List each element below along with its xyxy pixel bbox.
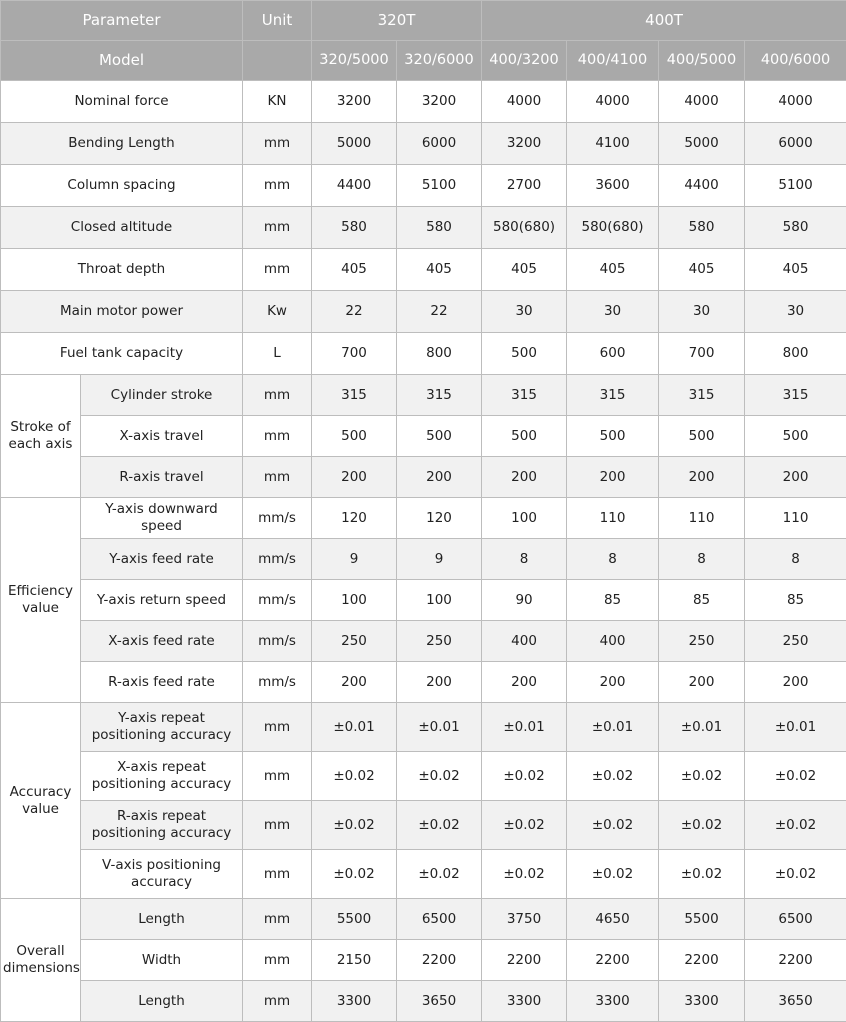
value-cell: 500 (659, 416, 745, 457)
value-cell: 405 (567, 249, 659, 291)
row-label: X-axis repeat positioning accuracy (81, 752, 243, 801)
value-cell: ±0.02 (659, 801, 745, 850)
value-cell: 400 (482, 621, 567, 662)
value-cell: 5500 (312, 899, 397, 940)
value-cell: 30 (745, 291, 846, 333)
row-label: R-axis repeat positioning accuracy (81, 801, 243, 850)
value-cell: 3750 (482, 899, 567, 940)
value-cell: 22 (397, 291, 482, 333)
value-cell: 4000 (482, 81, 567, 123)
value-cell: 5100 (397, 165, 482, 207)
value-cell: 315 (745, 375, 846, 416)
value-cell: ±0.01 (745, 703, 846, 752)
model-400-5000: 400/5000 (659, 41, 745, 81)
row-unit: mm (243, 801, 312, 850)
table-row (1, 662, 846, 703)
value-cell: 3650 (745, 981, 846, 1022)
value-cell: 250 (745, 621, 846, 662)
row-label: Cylinder stroke (81, 375, 243, 416)
value-cell: 2200 (659, 940, 745, 981)
model-400-3200: 400/3200 (482, 41, 567, 81)
row-unit: mm (243, 123, 312, 165)
value-cell: ±0.02 (745, 801, 846, 850)
table-row (1, 981, 846, 1022)
row-label: Throat depth (1, 249, 243, 291)
value-cell: 100 (312, 580, 397, 621)
row-unit: mm (243, 375, 312, 416)
value-cell: ±0.02 (659, 752, 745, 801)
value-cell: ±0.02 (567, 752, 659, 801)
value-cell: 315 (312, 375, 397, 416)
table-row (1, 850, 846, 899)
value-cell: 200 (745, 662, 846, 703)
value-cell: 580 (312, 207, 397, 249)
value-cell: 2200 (397, 940, 482, 981)
value-cell: 200 (659, 662, 745, 703)
value-cell: 4000 (745, 81, 846, 123)
table-row (1, 899, 846, 940)
table-row (1, 81, 846, 123)
row-label: Y-axis return speed (81, 580, 243, 621)
row-label: R-axis feed rate (81, 662, 243, 703)
value-cell: 9 (397, 539, 482, 580)
value-cell: 800 (745, 333, 846, 375)
value-cell: ±0.01 (659, 703, 745, 752)
row-unit: mm/s (243, 539, 312, 580)
value-cell: 3200 (312, 81, 397, 123)
row-unit: mm (243, 899, 312, 940)
row-label: Fuel tank capacity (1, 333, 243, 375)
row-unit: mm/s (243, 580, 312, 621)
value-cell: 580(680) (482, 207, 567, 249)
value-cell: 30 (482, 291, 567, 333)
row-unit: mm (243, 752, 312, 801)
value-cell: 4100 (567, 123, 659, 165)
value-cell: 6000 (397, 123, 482, 165)
header-row-1 (1, 1, 846, 41)
table-row (1, 801, 846, 850)
model-400-6000: 400/6000 (745, 41, 846, 81)
value-cell: 580 (659, 207, 745, 249)
value-cell: 200 (745, 457, 846, 498)
value-cell: 3200 (397, 81, 482, 123)
value-cell: 400 (567, 621, 659, 662)
value-cell: 8 (745, 539, 846, 580)
table-row (1, 375, 846, 416)
value-cell: 6500 (745, 899, 846, 940)
row-unit: mm (243, 165, 312, 207)
row-unit: mm (243, 981, 312, 1022)
row-unit: mm/s (243, 662, 312, 703)
value-cell: 200 (397, 662, 482, 703)
value-cell: 700 (659, 333, 745, 375)
value-cell: 100 (482, 498, 567, 539)
table-row (1, 539, 846, 580)
value-cell: 200 (312, 662, 397, 703)
row-label: R-axis travel (81, 457, 243, 498)
value-cell: 4000 (567, 81, 659, 123)
row-label: Width (81, 940, 243, 981)
value-cell: ±0.01 (567, 703, 659, 752)
value-cell: 2200 (567, 940, 659, 981)
value-cell: 4400 (659, 165, 745, 207)
value-cell: 110 (567, 498, 659, 539)
row-label: Main motor power (1, 291, 243, 333)
value-cell: 3300 (567, 981, 659, 1022)
table-row (1, 291, 846, 333)
model-400-4100: 400/4100 (567, 41, 659, 81)
value-cell: 8 (482, 539, 567, 580)
value-cell: ±0.02 (397, 752, 482, 801)
row-unit: mm (243, 416, 312, 457)
value-cell: 200 (312, 457, 397, 498)
value-cell: 500 (397, 416, 482, 457)
row-unit: mm (243, 249, 312, 291)
value-cell: 580 (397, 207, 482, 249)
value-cell: ±0.02 (659, 850, 745, 899)
table-row (1, 416, 846, 457)
row-label: Length (81, 899, 243, 940)
value-cell: 30 (567, 291, 659, 333)
row-label: Column spacing (1, 165, 243, 207)
value-cell: 85 (745, 580, 846, 621)
row-unit: mm (243, 207, 312, 249)
value-cell: 405 (312, 249, 397, 291)
row-label: X-axis feed rate (81, 621, 243, 662)
value-cell: 3300 (659, 981, 745, 1022)
value-cell: ±0.02 (397, 850, 482, 899)
value-cell: 120 (312, 498, 397, 539)
value-cell: 8 (659, 539, 745, 580)
value-cell: 6500 (397, 899, 482, 940)
value-cell: 250 (397, 621, 482, 662)
row-unit: mm (243, 850, 312, 899)
value-cell: 85 (659, 580, 745, 621)
group-label: Efficiency value (1, 498, 81, 703)
value-cell: 200 (482, 457, 567, 498)
row-unit: mm/s (243, 621, 312, 662)
table-row (1, 207, 846, 249)
value-cell: 315 (482, 375, 567, 416)
table-row (1, 752, 846, 801)
unit-header: Unit (243, 1, 312, 41)
table-row (1, 165, 846, 207)
model-320-6000: 320/6000 (397, 41, 482, 81)
value-cell: 405 (745, 249, 846, 291)
value-cell: ±0.02 (312, 752, 397, 801)
value-cell: 3300 (482, 981, 567, 1022)
value-cell: ±0.02 (745, 752, 846, 801)
value-cell: 4650 (567, 899, 659, 940)
value-cell: 3200 (482, 123, 567, 165)
table-row (1, 123, 846, 165)
row-unit: mm/s (243, 498, 312, 539)
table-row (1, 498, 846, 539)
row-label: Y-axis downward speed (81, 498, 243, 539)
value-cell: 2200 (482, 940, 567, 981)
value-cell: 200 (567, 662, 659, 703)
value-cell: 90 (482, 580, 567, 621)
value-cell: 85 (567, 580, 659, 621)
value-cell: 2700 (482, 165, 567, 207)
value-cell: 3600 (567, 165, 659, 207)
value-cell: ±0.01 (397, 703, 482, 752)
value-cell: 500 (312, 416, 397, 457)
value-cell: 22 (312, 291, 397, 333)
value-cell: 200 (567, 457, 659, 498)
row-label: Nominal force (1, 81, 243, 123)
value-cell: 800 (397, 333, 482, 375)
spec-body (1, 81, 846, 1022)
value-cell: 4400 (312, 165, 397, 207)
value-cell: 120 (397, 498, 482, 539)
value-cell: 250 (659, 621, 745, 662)
row-label: Closed altitude (1, 207, 243, 249)
group-label: Overall dimensions (1, 899, 81, 1022)
value-cell: ±0.02 (567, 850, 659, 899)
row-label: Y-axis repeat positioning accuracy (81, 703, 243, 752)
row-unit: L (243, 333, 312, 375)
model-320-5000: 320/5000 (312, 41, 397, 81)
model-header: Model (1, 41, 243, 81)
value-cell: 580(680) (567, 207, 659, 249)
table-row (1, 580, 846, 621)
value-cell: 9 (312, 539, 397, 580)
value-cell: 200 (397, 457, 482, 498)
row-label: Length (81, 981, 243, 1022)
value-cell: 500 (482, 333, 567, 375)
value-cell: 580 (745, 207, 846, 249)
value-cell: ±0.02 (397, 801, 482, 850)
value-cell: 4000 (659, 81, 745, 123)
row-unit: mm (243, 940, 312, 981)
value-cell: 3300 (312, 981, 397, 1022)
parameter-header: Parameter (1, 1, 243, 41)
value-cell: 600 (567, 333, 659, 375)
value-cell: 405 (659, 249, 745, 291)
value-cell: 500 (482, 416, 567, 457)
value-cell: ±0.02 (482, 752, 567, 801)
value-cell: 500 (567, 416, 659, 457)
value-cell: 250 (312, 621, 397, 662)
table-row (1, 940, 846, 981)
row-label: V-axis positioning accuracy (81, 850, 243, 899)
value-cell: 5100 (745, 165, 846, 207)
row-unit: mm (243, 457, 312, 498)
series-header-320t: 320T (312, 1, 482, 41)
value-cell: 5500 (659, 899, 745, 940)
value-cell: 500 (745, 416, 846, 457)
value-cell: ±0.02 (567, 801, 659, 850)
table-row (1, 249, 846, 291)
value-cell: 315 (567, 375, 659, 416)
group-label: Stroke of each axis (1, 375, 81, 498)
row-unit: Kw (243, 291, 312, 333)
value-cell: 6000 (745, 123, 846, 165)
header-row-2 (1, 41, 846, 81)
value-cell: 405 (397, 249, 482, 291)
unit-header-blank (243, 41, 312, 81)
value-cell: ±0.01 (312, 703, 397, 752)
value-cell: ±0.02 (312, 850, 397, 899)
value-cell: 700 (312, 333, 397, 375)
value-cell: 110 (745, 498, 846, 539)
value-cell: ±0.02 (312, 801, 397, 850)
value-cell: 405 (482, 249, 567, 291)
series-header-400t: 400T (482, 1, 846, 41)
value-cell: ±0.02 (482, 850, 567, 899)
value-cell: 100 (397, 580, 482, 621)
row-unit: mm (243, 703, 312, 752)
value-cell: 110 (659, 498, 745, 539)
group-label: Accuracy value (1, 703, 81, 899)
value-cell: 315 (397, 375, 482, 416)
value-cell: 2200 (745, 940, 846, 981)
value-cell: 5000 (659, 123, 745, 165)
value-cell: ±0.02 (482, 801, 567, 850)
value-cell: 5000 (312, 123, 397, 165)
table-row (1, 457, 846, 498)
value-cell: 3650 (397, 981, 482, 1022)
table-row (1, 621, 846, 662)
row-unit: KN (243, 81, 312, 123)
value-cell: 200 (659, 457, 745, 498)
table-row (1, 703, 846, 752)
table-row (1, 333, 846, 375)
row-label: Bending Length (1, 123, 243, 165)
value-cell: 30 (659, 291, 745, 333)
value-cell: 200 (482, 662, 567, 703)
row-label: Y-axis feed rate (81, 539, 243, 580)
value-cell: ±0.01 (482, 703, 567, 752)
row-label: X-axis travel (81, 416, 243, 457)
value-cell: 2150 (312, 940, 397, 981)
value-cell: ±0.02 (745, 850, 846, 899)
value-cell: 8 (567, 539, 659, 580)
value-cell: 315 (659, 375, 745, 416)
